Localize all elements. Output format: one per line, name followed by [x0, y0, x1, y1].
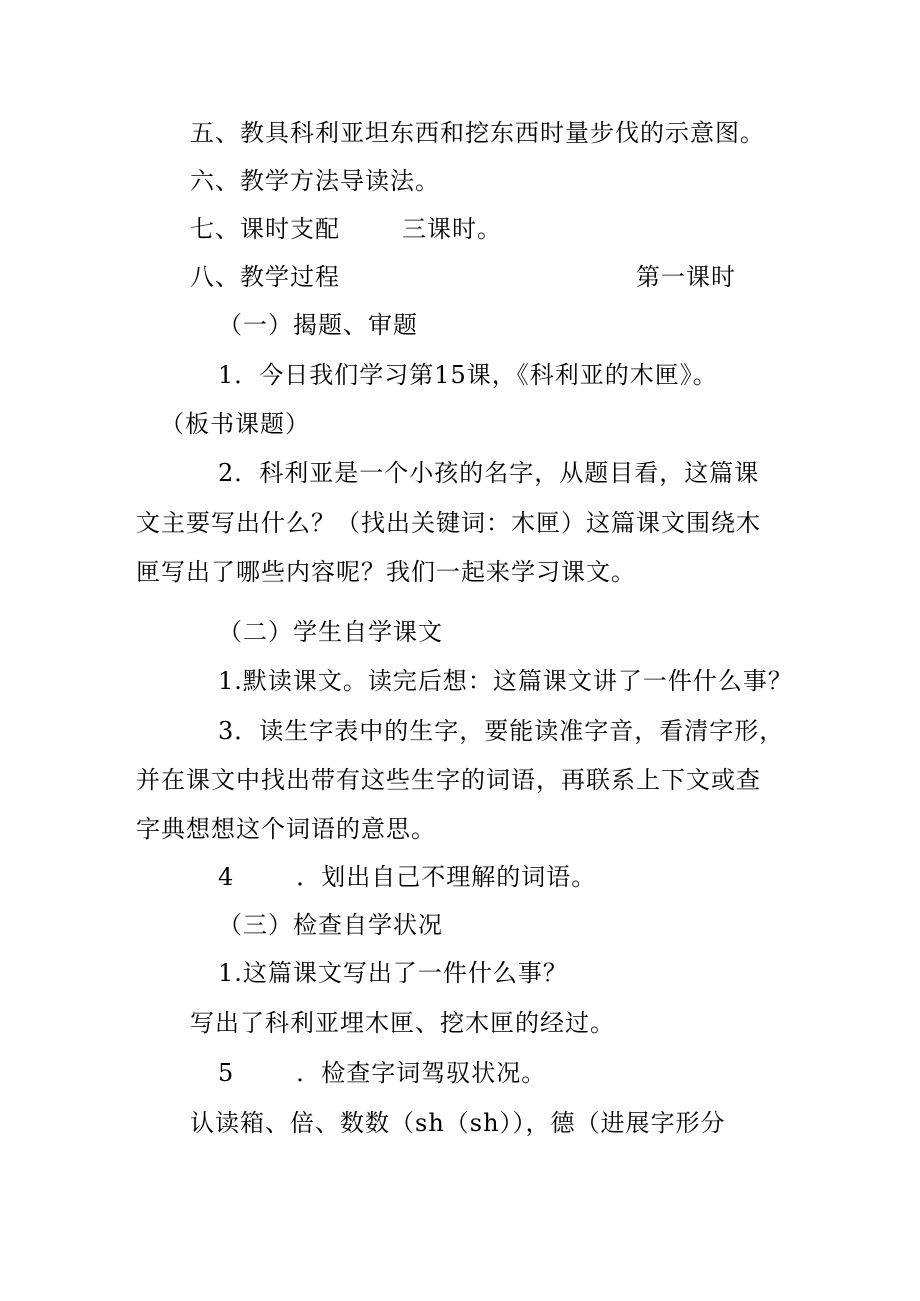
- text-line-item-4: [218, 862, 596, 892]
- section-heading-check: （三）检查自学状况: [218, 911, 443, 939]
- item-4-number: 4: [218, 863, 235, 891]
- section-heading-intro: （一）揭题、审题: [218, 311, 418, 339]
- text-line-item-2-cont-1: 文主要写出什么？（找出关键词：木匣）这篇课文围绕木: [136, 509, 761, 537]
- item-4-text: ．划出自己不理解的词语。: [296, 863, 597, 891]
- text-line-teaching-aids: 五、教具科利亚坦东西和挖东西时量步伐的示意图。: [190, 119, 765, 147]
- text-line-check-answer: 写出了科利亚埋木匣、挖木匣的经过。: [190, 1009, 615, 1037]
- text-line-teaching-method: 六、教学方法导读法。: [190, 167, 440, 195]
- teaching-process-label: 八、教学过程: [190, 263, 340, 291]
- text-line-silent-reading: 1.默读课文。读完后想：这篇课文讲了一件什么事？: [218, 667, 793, 695]
- class-hours-label: 七、课时支配: [190, 215, 340, 243]
- text-line-item-3-cont-1: 并在课文中找出带有这些生字的词语，再联系上下文或查: [136, 766, 761, 794]
- text-line-word-reading: 认读箱、倍、数数（sh（sh）），德（进展字形分: [190, 1109, 726, 1137]
- text-line-item-5: [218, 1058, 546, 1088]
- class-hours-value: 三课时。: [402, 215, 502, 243]
- text-line-item-2: 2．科利亚是一个小孩的名字，从题目看，这篇课: [218, 459, 760, 487]
- item-5-number: 5: [218, 1059, 235, 1087]
- text-line-item-2-cont-2: 匣写出了哪些内容呢？我们一起来学习课文。: [136, 558, 636, 586]
- text-line-item-3: 3．读生字表中的生字，要能读准字音，看清字形，: [218, 717, 785, 745]
- text-line-class-hours: [190, 214, 502, 244]
- text-line-teaching-process: [190, 262, 340, 292]
- text-line-lesson-topic: 1．今日我们学习第15课，《科利亚的木匣》。: [218, 361, 718, 389]
- text-line-item-3-cont-2: 字典想想这个词语的意思。: [136, 815, 436, 843]
- text-line-first-lesson: 第一课时: [636, 263, 736, 291]
- text-line-check-question: 1.这篇课文写出了一件什么事？: [218, 959, 568, 987]
- text-line-board-note: （板书课题）: [160, 410, 310, 438]
- section-heading-self-study: （二）学生自学课文: [218, 618, 443, 646]
- item-5-text: ．检查字词驾驭状况。: [296, 1059, 547, 1087]
